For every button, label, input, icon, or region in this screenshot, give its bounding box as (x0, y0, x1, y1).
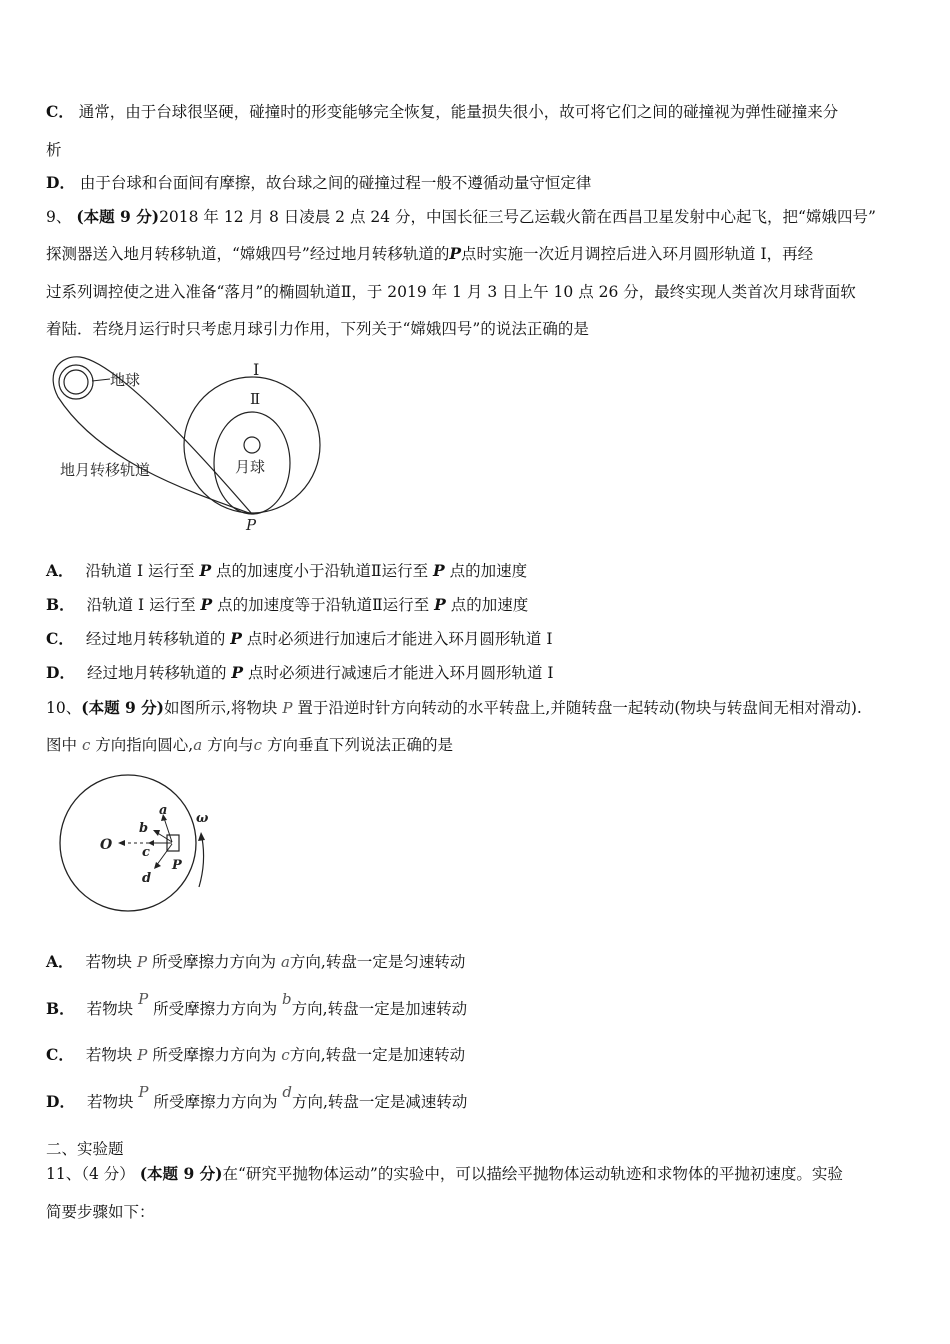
question-points: (本题 9 分) (139, 1164, 223, 1183)
stem-text: 点时实施一次近月调控后进入环月圆形轨道 I，再经 (461, 245, 814, 263)
earth-inner (64, 370, 88, 394)
omega-label: ω (196, 811, 209, 826)
var-p: P (282, 699, 293, 717)
point-p: P (449, 244, 462, 263)
var-p: P (138, 1083, 149, 1101)
q9-option-d (46, 663, 554, 683)
var-p: P (136, 953, 148, 971)
option-text: 析 (46, 141, 62, 159)
var-p: P (137, 1046, 148, 1064)
q10-option-d (46, 1083, 468, 1112)
var-c: c (281, 1046, 290, 1064)
stem-text: 方向指向圆心, (95, 736, 194, 754)
q9-orbit-figure (40, 352, 340, 537)
option-text: 点的加速度等于沿轨道Ⅱ运行至 (217, 596, 430, 614)
q9-stem-line2 (46, 244, 813, 264)
q10-option-b (46, 990, 468, 1019)
stem-text: 方向与 (207, 736, 254, 754)
option-text: 若物块 (85, 1046, 133, 1064)
label-b: b (139, 821, 149, 836)
rotation-arrow (199, 838, 204, 887)
point-p: P (231, 663, 244, 682)
option-text: 方向,转盘一定是匀速转动 (289, 953, 466, 971)
orbit-2-label: Ⅱ (250, 390, 261, 408)
question-points: (本题 9 分) (81, 698, 164, 717)
option-text: 若物块 (86, 1000, 134, 1018)
center-label: O (100, 837, 113, 853)
label-d: d (142, 871, 152, 886)
question-number: 9、 (46, 208, 72, 226)
stem-text: 图中 (46, 736, 78, 754)
section-title: 二、实验题 (46, 1140, 124, 1158)
var-b: b (282, 990, 292, 1008)
option-label: B． (46, 999, 75, 1018)
option-text: 所受摩擦力方向为 (153, 1093, 278, 1111)
point-p: P (434, 595, 446, 614)
option-label: A． (46, 952, 74, 971)
q9-stem-line4 (46, 319, 589, 339)
stem-text: 着陆．若绕月运行时只考虑月球引力作用，下列关于“嫦娥四号”的说法正确的是 (46, 320, 589, 338)
earth-label: 地球 (110, 371, 141, 389)
option-text: 沿轨道 I 运行至 (86, 596, 196, 614)
q8-option-c-cont (46, 140, 62, 160)
q9-stem-line1 (46, 207, 876, 227)
point-p-label: P (246, 516, 257, 534)
option-text: 方向,转盘一定是加速转动 (291, 1000, 468, 1018)
q10-stem-line2 (46, 735, 453, 755)
option-text: 若物块 (85, 953, 133, 971)
stem-text: 过系列调控使之进入准备“落月”的椭圆轨道Ⅱ，于 2019 年 1 月 3 日上午 10 点 26 分，最终实现人类首次月球背面软 (46, 283, 856, 301)
option-text: 点的加速度 (449, 562, 528, 580)
label-a: a (159, 803, 168, 818)
option-text: 点时必须进行减速后才能进入环月圆形轨道 I (248, 664, 554, 682)
transfer-orbit (53, 357, 252, 514)
var-p: P (138, 990, 149, 1008)
var-a: a (280, 953, 290, 971)
point-p: P (433, 561, 445, 580)
option-text: 点的加速度 (450, 596, 529, 614)
q9-option-c (46, 629, 552, 649)
var-d: d (282, 1083, 292, 1101)
q8-option-c (46, 102, 838, 122)
q9-option-a (46, 561, 527, 581)
point-p: P (200, 595, 213, 614)
q9-stem-line3 (46, 282, 856, 302)
stem-text: 如图所示,将物块 (163, 699, 278, 717)
question-number: 11、 (46, 1165, 82, 1183)
option-text: 点时必须进行加速后才能进入环月圆形轨道 I (246, 630, 553, 648)
var-a: a (193, 736, 203, 754)
transfer-label: 地月转移轨道 (60, 461, 151, 479)
var-c: c (253, 736, 263, 754)
option-label: C． (46, 102, 74, 121)
question-score: （4 分） (81, 1165, 135, 1183)
q10-turntable-figure (48, 770, 218, 920)
stem-text: 2018 年 12 月 8 日凌晨 2 点 24 分，中国长征三号乙运载火箭在西昌卫星发射中心起飞，把“嫦娥四号” (159, 208, 876, 226)
stem-text: 方向垂直下列说法正确的是 (266, 736, 453, 754)
q10-option-c (46, 1045, 465, 1065)
stem-text: 探测器送入地月转移轨道，“嫦娥四号”经过地月转移轨道的 (46, 245, 450, 263)
option-text: 若物块 (86, 1093, 134, 1111)
option-label: A． (46, 561, 74, 580)
option-text: 点的加速度小于沿轨道Ⅱ运行至 (216, 562, 429, 580)
q10-option-a (46, 952, 465, 972)
question-points: (本题 9 分) (76, 207, 160, 226)
option-label: B． (46, 595, 75, 614)
stem-text: 置于沿逆时针方向转动的水平转盘上,并随转盘一起转动(物块与转盘间无相对滑动). (297, 699, 862, 717)
option-text: 方向,转盘一定是减速转动 (292, 1093, 468, 1111)
option-label: D． (46, 173, 75, 192)
option-label: C． (46, 1045, 74, 1064)
moon (244, 437, 260, 453)
label-c: c (142, 845, 150, 860)
option-text: 所受摩擦力方向为 (152, 953, 277, 971)
stem-text: 在“研究平抛物体运动”的实验中，可以描绘平抛物体运动轨迹和求物体的平抛初速度。实验 (222, 1165, 843, 1183)
point-p: P (230, 629, 242, 648)
q11-stem-line1 (46, 1164, 843, 1184)
option-label: C． (46, 629, 74, 648)
option-text: 所受摩擦力方向为 (152, 1046, 277, 1064)
orbit-1-label: I (253, 360, 260, 379)
option-text: 所受摩擦力方向为 (153, 1000, 278, 1018)
q9-option-b (46, 595, 528, 615)
q8-option-d (46, 173, 591, 193)
var-c: c (81, 736, 91, 754)
option-text: 通常，由于台球很坚硬，碰撞时的形变能够完全恢复，能量损失很小，故可将它们之间的碰撞视为弹性碰撞来分 (78, 103, 839, 121)
moon-label: 月球 (235, 458, 266, 476)
option-label: D． (46, 663, 75, 682)
option-text: 经过地月转移轨道的 (86, 664, 227, 682)
q10-stem-line1 (46, 698, 862, 718)
option-text: 由于台球和台面间有摩擦，故台球之间的碰撞过程一般不遵循动量守恒定律 (79, 174, 592, 192)
point-p: P (199, 561, 212, 580)
option-label: D． (46, 1092, 75, 1111)
option-text: 经过地月转移轨道的 (85, 630, 226, 648)
q11-stem-line2 (46, 1202, 155, 1222)
question-number: 10、 (46, 699, 82, 717)
option-text: 沿轨道 I 运行至 (85, 562, 195, 580)
option-text: 方向,转盘一定是加速转动 (289, 1046, 466, 1064)
stem-text: 简要步骤如下： (46, 1203, 155, 1221)
label-p: P (172, 858, 182, 873)
